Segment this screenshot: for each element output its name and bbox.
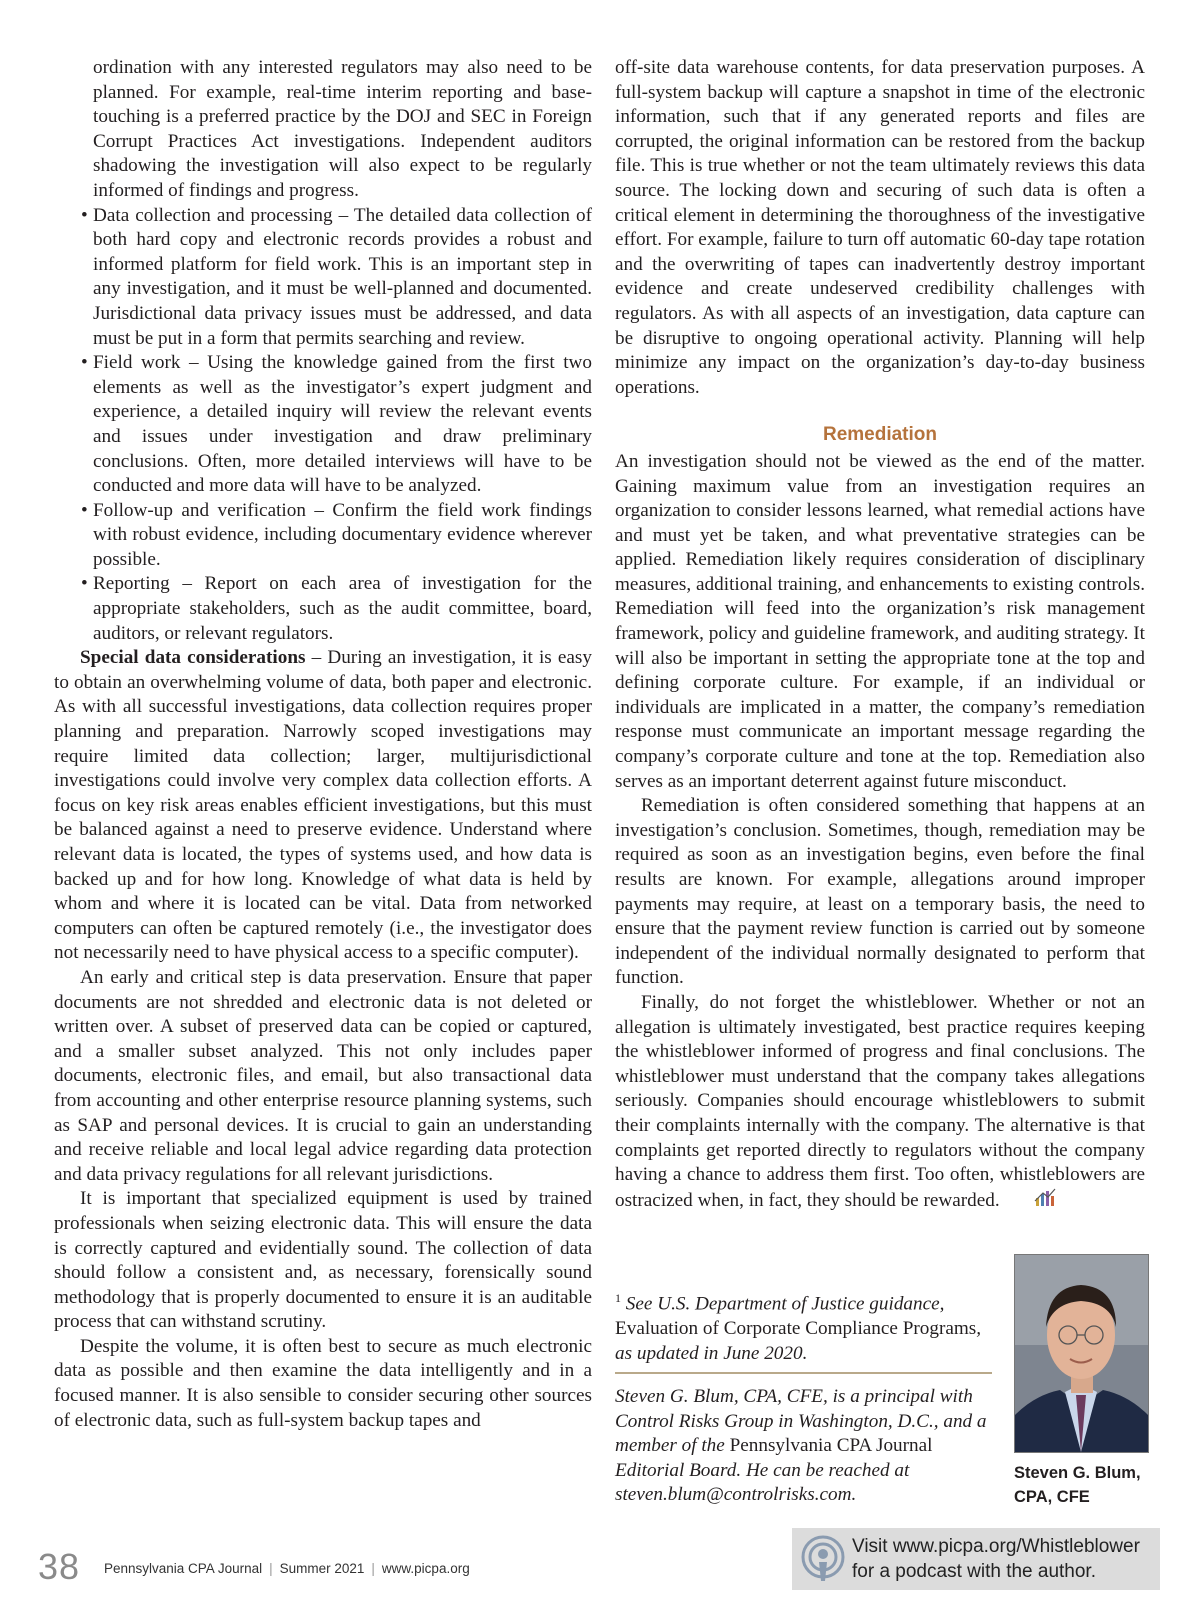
end-mark-icon	[1008, 1188, 1056, 1216]
footnote-number: 1	[615, 1291, 621, 1305]
footnote-title: Evaluation of Corporate Compliance Programs	[615, 1317, 977, 1339]
podcast-line2: for a podcast with the author.	[852, 1561, 1096, 1582]
bullet-continuation: ordination with any interested regulators may also need to be planned. For example, real-time interim reporting and base-touching is a preferred practice by the DOJ and SEC in Foreign Corrupt Practices Act investigations. Independent auditors shadowing the investigation will also expect to be regularly informed of findings and progress.	[93, 57, 592, 201]
paragraph: Despite the volume, it is often best to secure as much electronic data as possible and then examine the data intelligently and in a focused manner. It is also sensible to consider securing other sources of electronic data, such as full-system backup tapes and	[54, 1335, 592, 1431]
section-heading: Remediation	[822, 424, 938, 446]
list-item-text: Follow-up and verification – Confirm the field work findings with robust evidence, including documentary evidence wherever possible.	[93, 499, 592, 570]
author-bio	[615, 1385, 995, 1508]
paragraph: off-site data warehouse contents, for data preservation purposes. A full-system backup will capture a snapshot in time of the electronic information, such that if any generated reports and files are corrupted, the original information can be restored from the backup file. This is true whether or not the team ultimately reviews this data source. The locking down and securing of such data is often a critical element in determining the thoroughness of the investigative effort. For example, failure to turn off automatic 60-day tape rotation and the overwriting of tapes can inadvertently destroy important evidence and create undeserved credibility challenges with regulators. As with all aspects of an investigation, data capture can be disruptive to ongoing operational activity. Planning will help minimize any impact on the organization’s day-to-day business operations.	[615, 57, 1145, 398]
paragraph	[615, 991, 1145, 1215]
paragraph-text: – During an investigation, it is easy to obtain an overwhelming volume of data, both paper and electronic. As with all successful investigations, data collection requires proper planning and preparation. Narrowly scoped investigations may require limited data collection; larger, multijurisdictional investigations could involve very complex data collection efforts. A focus on key risk areas enables efficient investigations, but this must be balanced against a need to preserve evidence. Understand where relevant data is located, the types of systems used, and how data is backed up and for how long. Knowledge of what data is held by whom and where it is located can be vital. Data from networked computers can often be captured remotely (i.e., the investigator does not necessarily need to have physical access to a specific computer).	[54, 647, 592, 964]
caption-credentials: CPA, CFE	[1014, 1488, 1090, 1506]
page-number: 38	[38, 1546, 81, 1587]
bio-tail: Editorial Board. He can be reached at steven.blum@controlrisks.com.	[615, 1459, 910, 1506]
right-column	[615, 56, 1145, 1215]
footnote	[615, 1286, 985, 1366]
paragraph-special-data	[54, 646, 592, 966]
paragraph-text: Finally, do not forget the whistleblower. Whether or not an allegation is ultimately investigated, best practice requires keeping the whistleblower informed of progress and final conclusions. The whistleblower must understand that the company takes allegations seriously. Companies should encourage whistleblowers to submit their complaints internally with the company. The alternative is that complaints get reported directly to regulators without the company having a chance to address them first. Too often, whistleblowers are ostracized when, in fact, they should be rewarded.	[615, 991, 1145, 1211]
author-photo	[1014, 1254, 1149, 1453]
list-item-text: Data collection and processing – The detailed data collection of both hard copy and electronic records provides a robust and informed platform for field work. This is an important step in any investigation, and it must be well-planned and documented. Jurisdictional data privacy issues must be addressed, and data must be put in a form that permits searching and review.	[93, 204, 592, 349]
podcast-text	[852, 1534, 1157, 1584]
caption-name: Steven G. Blum,	[1014, 1464, 1141, 1482]
run-in-heading: Special data considerations	[80, 647, 306, 669]
running-footer	[104, 1561, 470, 1576]
podcast-callout[interactable]	[792, 1528, 1160, 1590]
footer-journal: Pennsylvania CPA Journal	[104, 1561, 263, 1576]
investigation-steps-list	[54, 204, 592, 647]
list-item: • Field work – Using the knowledge gained from the first two elements as well as the investigator’s expert judgment and experience, a detailed inquiry will review the relevant events and issues under investigation and draw preliminary conclusions. Often, more detailed interviews will have to be conducted and more data will have to be analyzed.	[81, 352, 592, 497]
list-item: • Reporting – Report on each area of investigation for the appropriate stakeholders, such as the audit committee, board, auditors, or relevant regulators.	[81, 573, 592, 644]
podcast-link[interactable]: Visit www.picpa.org/Whistleblower	[852, 1536, 1140, 1557]
footer-separator: |	[371, 1561, 375, 1576]
list-item: • Data collection and processing – The detailed data collection of both hard copy and electronic records provides a robust and informed platform for field work. This is an important step in any investigation, and it must be well-planned and documented. Jurisdictional data privacy issues must be addressed, and data must be put in a form that permits searching and review.	[81, 204, 592, 349]
paragraph: An early and critical step is data preservation. Ensure that paper documents are not shredded and electronic data is not deleted or written over. A subset of preserved data can be copied or captured, and a smaller subset analyzed. This not only includes paper documents, electronic files, and email, but also transactional data from accounting and other enterprise resource planning systems, such as SAP and personal devices. It is crucial to gain an understanding and receive reliable and local legal advice regarding data protection and data privacy regulations for all relevant jurisdictions.	[54, 966, 592, 1185]
list-item-text: Field work – Using the knowledge gained from the first two elements as well as the investigator’s expert judgment and experience, a detailed inquiry will review the relevant events and issues under investigation and draw preliminary conclusions. Often, more detailed interviews will have to be conducted and more data will have to be analyzed.	[93, 352, 592, 497]
photo-caption	[1014, 1461, 1164, 1509]
left-column	[54, 56, 592, 1433]
footer-issue: Summer 2021	[279, 1561, 365, 1576]
list-item-text: Reporting – Report on each area of investigation for the appropriate stakeholders, such as the audit committee, board, auditors, or relevant regulators.	[93, 573, 592, 644]
footnote-tail: , as updated in June 2020.	[615, 1317, 982, 1364]
bio-journal: Pennsylvania CPA Journal	[729, 1435, 933, 1457]
bio-lead: Steven G. Blum, CPA, CFE, is a principal with Control Risks Group in Washington, D.C., and a member of the	[615, 1386, 987, 1457]
paragraph: Remediation is often considered something that happens at an investigation’s conclusion. Sometimes, though, remediation may be required as soon as an investigation begins, even before the final results are known. For example, allegations around improper payments may require, at least on a temporary basis, the need to ensure that the payment review function is carried out by someone independent of the individual normally designated to perform that function.	[615, 795, 1145, 989]
footer-separator: |	[269, 1561, 273, 1576]
divider	[615, 1372, 992, 1374]
footer-website-link[interactable]: www.picpa.org	[381, 1561, 470, 1576]
footnote-lead: See U.S. Department of Justice guidance,	[625, 1293, 945, 1315]
paragraph: It is important that specialized equipment is used by trained professionals when seizing electronic data. This will ensure the data is correctly captured and evidentially sound. The collection of data should follow a consistent and, as necessary, forensically sound methodology that is properly documented to ensure it is an auditable process that can withstand scrutiny.	[54, 1188, 592, 1333]
list-item: • Follow-up and verification – Confirm the field work findings with robust evidence, including documentary evidence wherever possible.	[81, 499, 592, 570]
paragraph: An investigation should not be viewed as the end of the matter. Gaining maximum value from an investigation requires an organization to consider lessons learned, what remedial actions have and must yet be taken, and what preventative strategies can be applied. Remediation likely requires consideration of disciplinary measures, additional training, and enhancements to existing controls. Remediation will feed into the organization’s risk management framework, policy and guideline framework, and auditing strategy. It will also be important in setting the appropriate tone at the top and defining corporate culture. For example, if an individual or individuals are implicated in a matter, the company’s remediation response must communicate an important message regarding the company’s corporate culture and tone at the top. Remediation also serves as an important deterrent against future misconduct.	[615, 450, 1145, 792]
podcast-icon	[801, 1535, 845, 1588]
